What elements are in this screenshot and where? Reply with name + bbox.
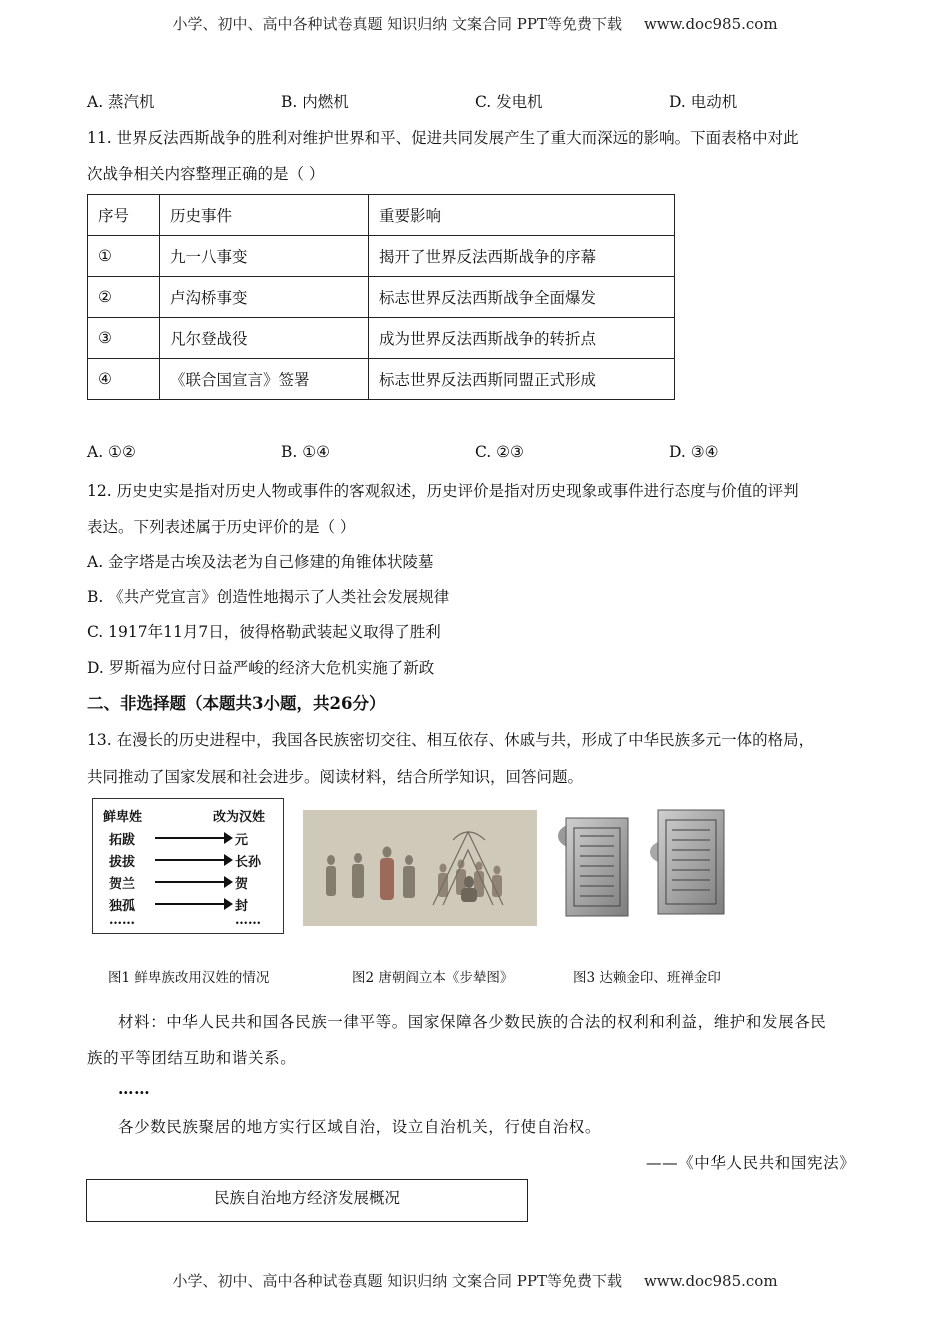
table-cell: 九一八事变 bbox=[160, 236, 369, 277]
fig1-han-name: 贺 bbox=[235, 877, 249, 892]
fig1-han-name: 封 bbox=[235, 899, 249, 914]
table-header-cell: 重要影响 bbox=[369, 195, 675, 236]
arrow-right-icon bbox=[155, 903, 231, 905]
page-header bbox=[0, 13, 950, 34]
fig1-row bbox=[109, 913, 279, 931]
fig1-header-left: 鲜卑姓 bbox=[103, 810, 143, 825]
economy-overview-title: 民族自治地方经济发展概况 bbox=[213, 1189, 400, 1207]
material-line1: 材料：中华人民共和国各民族一律平等。国家保障各少数民族的合法的权利和利益，维护和发展各民 bbox=[118, 1013, 827, 1031]
material-source: ——《中华人民共和国宪法》 bbox=[646, 1154, 856, 1172]
q11-table bbox=[87, 194, 675, 400]
table-row bbox=[88, 318, 675, 359]
fig1-header-right: 改为汉姓 bbox=[213, 810, 266, 825]
fig1-xianbei-name: 独孤 bbox=[109, 899, 136, 914]
fig1-ellipsis-right: …… bbox=[235, 913, 261, 928]
table-row bbox=[88, 359, 675, 400]
arrow-right-icon bbox=[155, 859, 231, 861]
seals-illustration bbox=[552, 800, 732, 924]
header-site-link[interactable]: www.doc985.com bbox=[643, 15, 778, 33]
figure-2-caption: 图2 唐朝阎立本《步辇图》 bbox=[352, 970, 514, 986]
q13-stem-line2: 共同推动了国家发展和社会进步。阅读材料，结合所学知识，回答问题。 bbox=[87, 768, 584, 786]
material-line3: 各少数民族聚居的地方实行区域自治，设立自治机关，行使自治权。 bbox=[118, 1118, 602, 1136]
table-cell: ① bbox=[88, 236, 160, 277]
q11-option-c: C. ②③ bbox=[475, 443, 524, 461]
figure-1-surname-table bbox=[92, 798, 284, 934]
fig1-han-name: 元 bbox=[235, 833, 249, 848]
q11-option-d: D. ③④ bbox=[669, 443, 719, 461]
header-text: 小学、初中、高中各种试卷真题 知识归纳 文案合同 PPT等免费下载 bbox=[172, 15, 622, 33]
fig1-row bbox=[109, 829, 279, 847]
q11-option-b: B. ①④ bbox=[281, 443, 331, 461]
q12-stem-line2: 表达。下列表述属于历史评价的是（ ） bbox=[87, 518, 356, 536]
arrow-right-icon bbox=[155, 837, 231, 839]
q12-option-b: B. 《共产党宣言》创造性地揭示了人类社会发展规律 bbox=[87, 588, 450, 606]
fig1-row bbox=[109, 873, 279, 891]
table-cell: 卢沟桥事变 bbox=[160, 277, 369, 318]
q12-option-a: A. 金字塔是古埃及法老为自己修建的角锥体状陵墓 bbox=[87, 553, 434, 571]
table-cell: 《联合国宣言》签署 bbox=[160, 359, 369, 400]
fig1-xianbei-name: 拓跋 bbox=[109, 833, 136, 848]
q11-option-a: A. ①② bbox=[87, 443, 136, 461]
fig1-ellipsis-left: …… bbox=[109, 913, 135, 928]
q12-stem-line1: 12. 历史史实是指对历史人物或事件的客观叙述，历史评价是指对历史现象或事件进行态度与价值的评判 bbox=[87, 482, 799, 500]
figure-3-gold-seals bbox=[552, 800, 732, 924]
q13-stem-line1: 13. 在漫长的历史进程中，我国各民族密切交往、相互依存、休戚与共，形成了中华民族多元一体的格局， bbox=[87, 731, 815, 749]
table-cell: 标志世界反法西斯战争全面爆发 bbox=[369, 277, 675, 318]
fig1-row bbox=[109, 895, 279, 913]
table-cell: 成为世界反法西斯战争的转折点 bbox=[369, 318, 675, 359]
q10-option-a: A. 蒸汽机 bbox=[87, 93, 155, 111]
q11-stem-line2: 次战争相关内容整理正确的是（ ） bbox=[87, 165, 325, 183]
q12-option-d: D. 罗斯福为应付日益严峻的经济大危机实施了新政 bbox=[87, 659, 435, 677]
table-row bbox=[88, 277, 675, 318]
table-header-cell: 历史事件 bbox=[160, 195, 369, 236]
figure-1-caption: 图1 鲜卑族改用汉姓的情况 bbox=[108, 970, 270, 986]
figure-2-painting bbox=[303, 810, 537, 926]
material-line2: 族的平等团结互助和谐关系。 bbox=[87, 1049, 297, 1067]
table-header-cell: 序号 bbox=[88, 195, 160, 236]
page-footer bbox=[0, 1270, 950, 1291]
table-row bbox=[88, 236, 675, 277]
arrow-right-icon bbox=[155, 881, 231, 883]
section-title: 二、非选择题（本题共3小题，共26分） bbox=[87, 694, 386, 713]
table-header-row bbox=[88, 195, 675, 236]
footer-text: 小学、初中、高中各种试卷真题 知识归纳 文案合同 PPT等免费下载 bbox=[172, 1272, 622, 1290]
q10-option-c: C. 发电机 bbox=[475, 93, 543, 111]
table-cell: 揭开了世界反法西斯战争的序幕 bbox=[369, 236, 675, 277]
table-cell: ③ bbox=[88, 318, 160, 359]
q11-stem-line1: 11. 世界反法西斯战争的胜利对维护世界和平、促进共同发展产生了重大而深远的影响。下面表格中对此 bbox=[87, 129, 799, 147]
table-cell: ④ bbox=[88, 359, 160, 400]
economy-overview-box bbox=[86, 1179, 528, 1222]
fig1-xianbei-name: 贺兰 bbox=[109, 877, 136, 892]
table-cell: 凡尔登战役 bbox=[160, 318, 369, 359]
fig1-han-name: 长孙 bbox=[235, 855, 262, 870]
table-cell: 标志世界反法西斯同盟正式形成 bbox=[369, 359, 675, 400]
material-ellipsis: …… bbox=[118, 1079, 151, 1098]
footer-site-link[interactable]: www.doc985.com bbox=[643, 1272, 778, 1290]
fig1-xianbei-name: 拔拔 bbox=[109, 855, 136, 870]
fig1-row bbox=[109, 851, 279, 869]
table-cell: ② bbox=[88, 277, 160, 318]
figure-3-caption: 图3 达赖金印、班禅金印 bbox=[573, 970, 721, 986]
painting-illustration bbox=[303, 810, 537, 926]
q10-option-b: B. 内燃机 bbox=[281, 93, 349, 111]
q12-option-c: C. 1917年11月7日，彼得格勒武装起义取得了胜利 bbox=[87, 623, 441, 641]
q10-option-d: D. 电动机 bbox=[669, 93, 738, 111]
